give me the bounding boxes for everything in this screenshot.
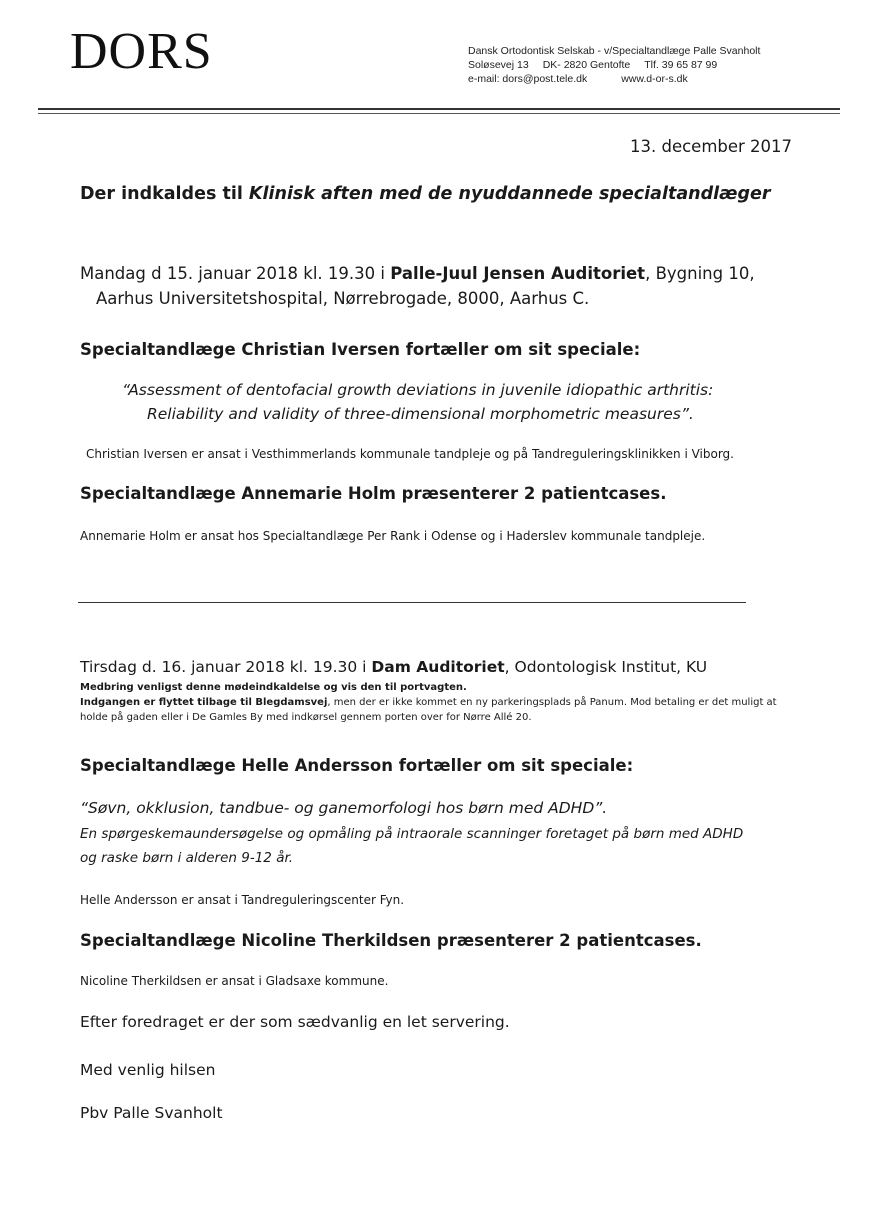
meeting2-date-time: Tirsdag d. 16. januar 2018 kl. 19.30 i: [80, 658, 372, 676]
meeting1-speaker2-info: Annemarie Holm er ansat hos Specialtandlæge Per Rank i Odense og i Haderslev kommunale tandpleje.: [80, 529, 706, 543]
meeting1-building: , Bygning 10,: [645, 264, 755, 283]
meeting2-speaker2-info: Nicoline Therkildsen er ansat i Gladsaxe kommune.: [80, 974, 389, 988]
letterhead-address-line: [468, 60, 717, 71]
meeting1-when: [80, 266, 755, 283]
meeting2-note-street: holde på gaden eller i De Gamles By med indkørsel gennem porten over for Nørre Allé 20.: [80, 712, 532, 723]
title-prefix: Der indkaldes til: [80, 184, 249, 204]
meeting2-speaker1-info: Helle Andersson er ansat i Tandreguleringscenter Fyn.: [80, 893, 405, 907]
meeting1-speaker1-info: Christian Iversen er ansat i Vesthimmerlands kommunale tandpleje og på Tandreguleringsklinikken i Viborg.: [86, 447, 734, 461]
meeting2-venue: Dam Auditoriet: [371, 658, 505, 676]
meeting1-speaker1-title-line1: “Assessment of dentofacial growth deviations in juvenile idiopathic arthritis:: [122, 381, 714, 399]
meeting2-institute: , Odontologisk Institut, KU: [504, 658, 708, 676]
header-rule: [38, 108, 840, 110]
closing-signature: Pbv Palle Svanholt: [80, 1104, 223, 1122]
meeting2-speaker1-title: “Søvn, okklusion, tandbue- og ganemorfologi hos børn med ADHD”.: [80, 799, 608, 817]
letterhead-contact-line: [468, 74, 688, 85]
letterhead-street: Soløsevej 13: [468, 59, 529, 71]
letter-date: 13. december 2017: [630, 137, 793, 156]
meeting2-speaker1-subtitle-line1: En spørgeskemaundersøgelse og opmåling på intraorale scanninger foretaget på børn med ADHD: [80, 826, 744, 842]
letterhead-email[interactable]: e-mail: dors@post.tele.dk: [468, 73, 588, 85]
letterhead-city: DK- 2820 Gentofte: [542, 59, 631, 71]
meeting1-venue: Palle-Juul Jensen Auditoriet: [390, 264, 646, 283]
invitation-title: [80, 186, 770, 204]
logo: DORS: [70, 23, 213, 80]
meeting2-speaker2-heading: Specialtandlæge Nicoline Therkildsen præsenterer 2 patientcases.: [80, 931, 702, 950]
meeting2-speaker1-heading: Specialtandlæge Helle Andersson fortæller om sit speciale:: [80, 756, 634, 775]
meeting2-note-parking: , men der er ikke kommet en ny parkeringsplads på Panum. Mod betaling er det muligt at: [327, 697, 777, 708]
closing-greeting: Med venlig hilsen: [80, 1061, 216, 1079]
meeting1-speaker2-heading: Specialtandlæge Annemarie Holm præsenterer 2 patientcases.: [80, 484, 667, 503]
meeting1-speaker1-title-line2: Reliability and validity of three-dimensional morphometric measures”.: [147, 405, 694, 423]
meeting2-note-entrance: [80, 698, 777, 708]
meeting1-date-time: Mandag d 15. januar 2018 kl. 19.30 i: [80, 264, 391, 283]
closing-serving: Efter foredraget er der som sædvanlig en let servering.: [80, 1013, 510, 1031]
meeting1-speaker1-heading: Specialtandlæge Christian Iversen fortæller om sit speciale:: [80, 340, 641, 359]
letterhead-org: Dansk Ortodontisk Selskab - v/Specialtandlæge Palle Svanholt: [468, 45, 761, 57]
meeting2-speaker1-subtitle-line2: og raske børn i alderen 9-12 år.: [80, 850, 294, 866]
meeting2-when: [80, 660, 707, 676]
section-divider: [78, 602, 746, 603]
meeting1-address: Aarhus Universitetshospital, Nørrebrogade, 8000, Aarhus C.: [96, 289, 590, 308]
meeting2-note-bring: Medbring venligst denne mødeindkaldelse og vis den til portvagten.: [80, 682, 467, 693]
header-rule-thin: [38, 113, 840, 114]
meeting2-note-entrance-bold: Indgangen er flyttet tilbage til Blegdamsvej: [80, 697, 328, 708]
title-emphasis: Klinisk aften med de nyuddannede specialtandlæger: [248, 184, 771, 204]
letterhead-phone: Tlf. 39 65 87 99: [644, 59, 718, 71]
letterhead-website[interactable]: www.d-or-s.dk: [621, 73, 688, 85]
